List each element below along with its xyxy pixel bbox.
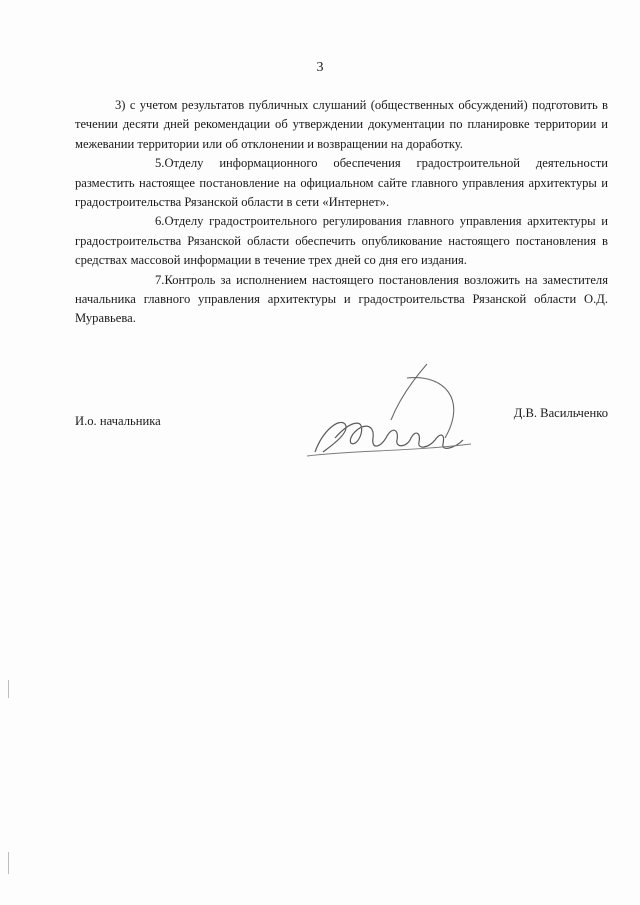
scan-artifact — [8, 680, 9, 698]
paragraph-6-number: 6. — [155, 214, 165, 229]
signatory-name: Д.В. Васильченко — [513, 406, 608, 420]
paragraph-3 — [75, 96, 608, 154]
page-number: 3 — [316, 60, 324, 75]
paragraph-7 — [75, 271, 608, 329]
paragraph-5-text: Отделу информационного обеспечения градостроительной деятельности разместить настоящее постановление на официальном сайте главного управления архитектуры и градостроительства Рязанской области в сети «Интернет». — [75, 156, 608, 210]
document-body — [75, 96, 608, 329]
paragraph-7-number: 7. — [155, 272, 165, 287]
signatory-title: И.о. начальника — [75, 414, 161, 428]
paragraph-6-text: Отделу градостроительного регулирования главного управления архитектуры и градостроительства Рязанской области обеспечить опубликование настоящего постановления в средствах массовой информации в течение трех дней со дня его издания. — [75, 214, 608, 268]
handwritten-signature-icon — [295, 360, 475, 460]
scan-artifact — [8, 852, 9, 874]
paragraph-5-number: 5. — [155, 156, 165, 171]
paragraph-7-text: Контроль за исполнением настоящего постановления возложить на заместителя начальника главного управления архитектуры и градостроительства Рязанской области О.Д. Муравьева. — [75, 272, 608, 326]
paragraph-6 — [75, 212, 608, 270]
paragraph-3-text: 3) с учетом результатов публичных слушаний (общественных обсуждений) подготовить в течении десяти дней рекомендации об утверждении документации по планировке территории и межевании территории или об отклонении и возвращении на доработку. — [75, 98, 608, 151]
signature-block — [75, 406, 608, 466]
paragraph-5 — [75, 154, 608, 212]
